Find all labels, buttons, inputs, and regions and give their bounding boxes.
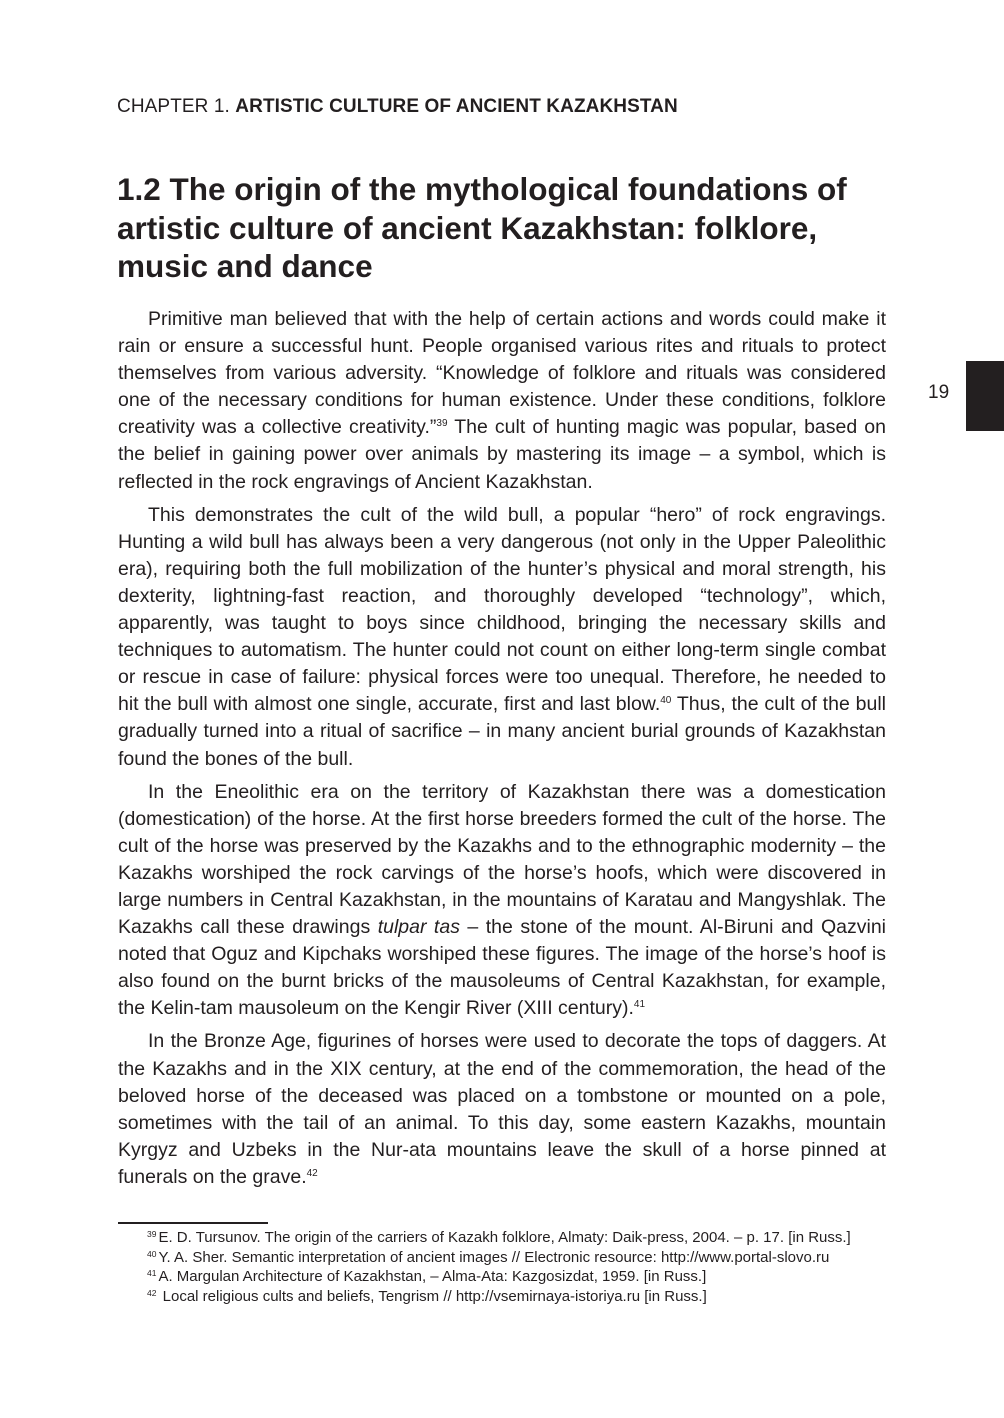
paragraph-1-text-b: The cult of hunting magic was popular, based on the belief in gaining power over animals by mastering its image – a symbol, which is reflected in the rock engravings of Ancient Kazakhstan.: [118, 416, 886, 493]
paragraph-4-text-a: In the Bronze Age, figurines of horses were used to decorate the tops of daggers. At the Kazakhs and in the XIX century, at the end of the commemoration, the head of the beloved horse of the deceased was placed on a tombstone or mounted on a pole, sometimes with the tail of an animal. To this day, some eastern Kazakhs, mountain Kyrgyz and Uzbeks in the Nur-ata mountains leave the skull of a horse pinned at funerals on the grave.: [118, 1030, 886, 1188]
paragraph-2-text-a: This demonstrates the cult of the wild bull, a popular “hero” of rock engravings. Hunting a wild bull has always been a very dangerous (not only in the Upper Paleolithic era), requiring both the full mobilization of the hunter’s physical and moral strength, his dexterity, lightning-fast reaction, and thoroughly developed “technology”, which, apparently, was taught to boys since childhood, bringing the necessary skills and techniques to automatism. The hunter could not count on either long-term single combat or rescue in case of failure: physical forces were too unequal. Therefore, he needed to hit the bull with almost one single, accurate, first and last blow.: [118, 503, 886, 716]
running-head-title: ARTISTIC CULTURE OF ANCIENT KAZAKHSTAN: [235, 96, 678, 117]
footnote-number: 39: [147, 1229, 157, 1239]
footnote-number: 42: [147, 1287, 157, 1298]
paragraph-3-text-a: In the Eneolithic era on the territory of Kazakhstan there was a domestication (domestication) of the horse. At the first horse breeders formed the cult of the horse. The cult of the horse was preserved by the Kazakhs and to the ethnographic modernity – the Kazakhs worshiped the rock carvings of the horse’s hoofs, which were discovered in large numbers in Central Kazakhstan, in the mountains of Karatau and Mangyshlak. The Kazakhs call these drawings: [118, 780, 886, 939]
footnote-42: [147, 1287, 892, 1307]
paragraph-3-text-b: – the stone of the mount. Al-Biruni and Qazvini noted that Oguz and Kipchaks worshiped these figures. The image of the horse’s hoof is also found on the burnt bricks of the mausoleums of Central Kazakhstan, for example, the Kelin-tam mausoleum on the Kengir River (XIII century).: [118, 916, 886, 1020]
running-head: [117, 96, 678, 118]
paragraph-2: [118, 502, 886, 773]
footnote-text: A. Margulan Architecture of Kazakhstan, – Alma-Ata: Kazgosizdat, 1959. [in Russ.]: [158, 1268, 707, 1286]
footnote-41: [147, 1267, 892, 1287]
paragraph-1-text-a: Primitive man believed that with the help of certain actions and words could make it rain or ensure a successful hunt. People organised various rites and rituals to protect themselves from various adversity. “Knowledge of folklore and rituals was considered one of the necessary conditions for human existence. Under these conditions, folklore creativity was a collective creativity.”: [118, 308, 886, 439]
footnote-number: 41: [147, 1268, 157, 1279]
footnote-text: Local religious cults and beliefs, Tengrism // http://vsemirnaya-istoriya.ru [in Russ.]: [158, 1287, 707, 1305]
paragraph-2-text-b: Thus, the cult of the bull gradually turned into a ritual of sacrifice – in many ancient burial grounds of Kazakhstan found the bones of the bull.: [118, 693, 886, 770]
footnote-separator: [118, 1222, 268, 1224]
footnote-number: 40: [147, 1248, 157, 1259]
body-text: [118, 306, 886, 1197]
footnote-ref-40: 40: [660, 695, 672, 707]
section-title: 1.2 The origin of the mythological foundations of artistic culture of ancient Kazakhstan: folklore, music and dance: [117, 171, 847, 284]
chapter-thumb-tab: [966, 361, 1004, 431]
italic-term: tulpar tas: [377, 916, 460, 939]
footnote-ref-39: 39: [436, 418, 448, 430]
footnote-text: Y. A. Sher. Semantic interpretation of ancient images // Electronic resource: http://www.portal-slovo.ru: [158, 1248, 830, 1266]
page-number: 19: [928, 382, 950, 403]
footnote-ref-41: 41: [633, 999, 646, 1011]
footnote-39: [147, 1228, 892, 1248]
footnote-text: E. D. Tursunov. The origin of the carriers of Kazakh folklore, Almaty: Daik-press, 2004. – p. 17. [in Russ.]: [158, 1229, 851, 1246]
paragraph-3: [118, 779, 886, 1023]
paragraph-4: [118, 1028, 886, 1191]
footnote-40: [147, 1248, 892, 1268]
paragraph-1: [118, 306, 886, 496]
running-head-chapter: CHAPTER 1.: [117, 96, 236, 117]
footnote-ref-42: 42: [306, 1167, 318, 1179]
footnotes: [147, 1228, 892, 1306]
